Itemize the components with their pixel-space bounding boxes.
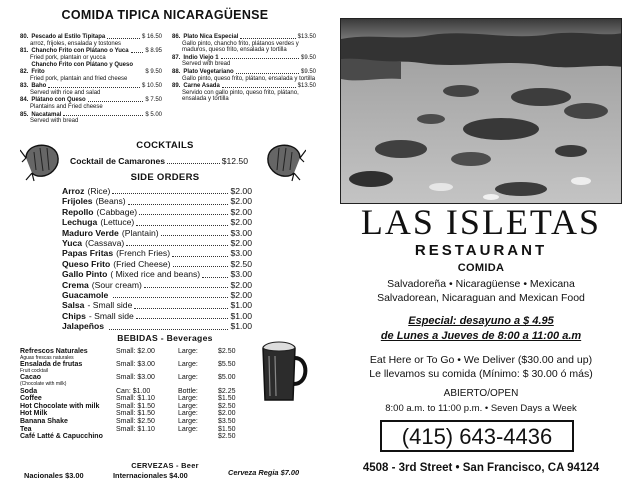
- cocktail-name: Cocktail de Camarones: [70, 156, 166, 166]
- beverage-large-price: $2.00: [218, 410, 236, 418]
- phone-number: (415) 643-4436: [380, 420, 574, 452]
- menu-item-description: Fried pork, plantain and fried cheese: [30, 75, 128, 82]
- beverage-small-price: Small: $3.00: [116, 374, 155, 382]
- special-line-1: Especial: desayuno a $ 4.95: [408, 315, 554, 327]
- menu-item-line: [172, 69, 316, 76]
- menu-item-description: Fried pork, plantain or yucca: [30, 54, 106, 61]
- menu-item: [172, 69, 316, 82]
- beverage-name: Café Latté & Capucchino: [20, 433, 103, 441]
- side-order-note: - Small side: [87, 300, 133, 311]
- beverage-name: Refrescos Naturales: [20, 348, 88, 355]
- menu-item-line: [172, 83, 316, 90]
- side-order-note: ( Mixed rice and beans): [110, 269, 201, 280]
- shrimp-right-icon: [262, 140, 306, 182]
- side-order-row: [62, 280, 252, 290]
- menu-item-line: [20, 48, 162, 55]
- side-order-note: (Plantain): [121, 227, 159, 238]
- beverage-row: [20, 418, 254, 426]
- dot-leader: [107, 38, 140, 39]
- beverage-line: [20, 410, 254, 418]
- beverage-large-price: $5.50: [218, 361, 236, 369]
- menu-item-number: 85.: [20, 111, 29, 118]
- cocktail-price: $12.50: [221, 156, 248, 166]
- dot-leader: [221, 58, 299, 59]
- side-order-row: [62, 269, 252, 279]
- side-order-note: (Beans): [95, 196, 126, 207]
- menu-item: [172, 34, 316, 54]
- side-order-price: $3.00: [230, 269, 252, 280]
- side-order-row: [62, 321, 252, 331]
- menu-item: [172, 83, 316, 103]
- menu-item-line: [20, 62, 162, 75]
- open-heading: ABIERTO/OPEN: [443, 388, 519, 399]
- menu-item-name: Pescado al Estilo Tipitapa: [31, 34, 106, 40]
- side-order-price: $2.00: [230, 217, 252, 228]
- beverage-row: [20, 361, 254, 374]
- side-order-name: Yuca: [62, 238, 83, 249]
- beverage-row: [20, 395, 254, 403]
- dot-leader: [172, 256, 228, 257]
- side-order-name: Queso Frito: [62, 258, 111, 269]
- menu-item-name: Indio Viejo 1: [183, 54, 219, 61]
- menu-item-description: arroz, frijoles, ensalada y tostones: [30, 40, 122, 47]
- menu-item: [20, 97, 162, 110]
- menu-item-name: Chancho Frito con Plátano y Queso Frito: [31, 62, 134, 75]
- side-order-price: $2.00: [230, 206, 252, 217]
- menu-item-price: $ 10.50: [141, 83, 162, 90]
- side-order-price: $1.00: [230, 300, 252, 311]
- menu-item-price: $13.50: [297, 34, 316, 40]
- side-order-name: Repollo: [62, 206, 94, 217]
- cuisines-spanish: Salvadoreña • Nicaragüense • Mexicana: [387, 278, 575, 290]
- beverage-name: Banana Shake: [20, 417, 68, 425]
- side-order-price: $2.00: [230, 186, 252, 196]
- beverage-large-label: Bottle:: [178, 387, 198, 395]
- menu-item-price: $ 8.95: [145, 48, 162, 55]
- side-order-note: (Lettuce): [100, 217, 135, 228]
- dot-leader: [202, 277, 228, 278]
- side-order-price: $3.00: [230, 227, 252, 238]
- beverage-line: [20, 426, 254, 434]
- cuisines-english: Salvadorean, Nicaraguan and Mexican Food: [377, 292, 585, 304]
- beer-heading: CERVEZAS - Beer: [131, 461, 199, 470]
- side-order-name: Crema: [62, 279, 89, 290]
- beverage-line: [20, 361, 254, 369]
- menu-item-line: [172, 55, 316, 62]
- beverage-subtitle: (Chocolate with milk): [20, 380, 67, 387]
- dot-leader: [173, 266, 229, 267]
- beverage-small-price: Small: $2.50: [116, 417, 155, 425]
- beverage-line: [20, 395, 254, 403]
- beverage-line: [20, 418, 254, 426]
- side-order-row: [62, 290, 252, 300]
- side-order-price: $3.00: [230, 248, 252, 259]
- beverages-list: [20, 348, 254, 441]
- beer-mug-icon: [255, 338, 311, 406]
- menu-item-number: 81.: [20, 48, 29, 55]
- beverage-large-label: Large:: [178, 402, 198, 410]
- side-order-row: [62, 217, 252, 227]
- dot-leader: [240, 38, 295, 39]
- menu-item: [20, 112, 162, 125]
- menu-item-line: [20, 112, 162, 119]
- side-order-row: [62, 259, 252, 269]
- side-order-name: Gallo Pinto: [62, 269, 108, 280]
- beverage-large-label: Large:: [178, 395, 198, 403]
- menu-item-description: Served with bread: [182, 61, 231, 68]
- delivery-line-english: Eat Here or To Go • We Deliver ($30.00 and up): [369, 354, 593, 366]
- beverage-row: [20, 388, 254, 396]
- side-order-name: Papas Fritas: [62, 248, 114, 259]
- beverage-name: Ensalada de frutas: [20, 361, 83, 369]
- beer-regia: Cerveza Regia $7.00: [228, 468, 300, 477]
- beverage-name: Coffee: [20, 395, 42, 403]
- menu-item-line: [20, 34, 162, 41]
- cocktails-heading: COCKTAILS: [136, 140, 194, 151]
- menu-item-price: $ 7.50: [145, 97, 162, 104]
- beverage-row: [20, 433, 254, 441]
- side-order-row: [62, 196, 252, 206]
- side-order-row: [62, 228, 252, 238]
- beverage-subtitle: Fruit cocktail: [20, 367, 49, 374]
- beverage-large-price: $2.50: [218, 433, 236, 441]
- beverage-small-price: Can: $1.00: [116, 387, 151, 395]
- dot-leader: [126, 245, 228, 246]
- beverage-small-price: Small: $2.00: [116, 348, 155, 355]
- beverage-large-price: $2.50: [218, 402, 236, 410]
- menu-item-description: Served with bread: [30, 118, 79, 125]
- beverage-row: [20, 426, 254, 434]
- menu-item-line: [172, 34, 316, 41]
- menu-item-number: 89.: [172, 83, 181, 90]
- dot-leader: [134, 308, 228, 309]
- menu-item-name: Plato Nica Especial: [183, 34, 239, 40]
- side-order-price: $2.00: [230, 290, 252, 301]
- side-order-note: (Fried Cheese): [113, 258, 171, 269]
- beverage-small-price: Small: $1.10: [116, 425, 155, 433]
- beverage-name: Hot Chocolate with milk: [20, 402, 100, 410]
- menu-item-name: Plato Vegetariano: [183, 68, 234, 75]
- side-orders-list: [62, 186, 252, 332]
- menu-item-price: $13.50: [297, 83, 316, 90]
- beverages-heading: BEBIDAS - Beverages: [117, 333, 213, 343]
- address: 4508 - 3rd Street • San Francisco, CA 94124: [362, 462, 600, 474]
- side-order-name: Guacamole: [62, 290, 109, 301]
- menu-item: [172, 55, 316, 68]
- menu-item-number: 88.: [172, 68, 181, 75]
- beverage-large-price: $2.25: [218, 387, 236, 395]
- side-order-price: $2.00: [230, 238, 252, 249]
- lake-islands-image: [341, 19, 622, 204]
- special-line-2: de Lunes a Jueves de 8:00 a 11:00 a.m: [380, 330, 582, 342]
- side-order-name: Lechuga: [62, 217, 98, 228]
- menu-item-price: $ 5.00: [145, 111, 162, 118]
- beverage-row: [20, 374, 254, 387]
- dot-leader: [109, 329, 228, 330]
- beverage-large-label: Large:: [178, 410, 198, 418]
- beverage-large-price: $3.50: [218, 417, 236, 425]
- menu-item-description: Servido con gallo pinto, queso frito, plátano, ensalada y tortilla: [182, 89, 299, 103]
- menu-item-description: Plantains and Fried cheese: [30, 103, 103, 110]
- menu-item-name: Carne Asada: [183, 83, 220, 90]
- dot-leader: [112, 193, 228, 194]
- side-order-note: (French Fries): [116, 248, 171, 259]
- dot-leader: [131, 52, 144, 53]
- shrimp-left-icon: [20, 140, 64, 182]
- side-order-name: Jalapeños: [62, 321, 105, 332]
- side-order-row: [62, 186, 252, 196]
- page-title: COMIDA TIPICA NICARAGÜENSE: [61, 8, 269, 22]
- side-order-name: Chips: [62, 310, 86, 321]
- beverage-row: [20, 348, 254, 361]
- islands-photo: [340, 18, 622, 204]
- restaurant-subtitle: RESTAURANT: [414, 242, 548, 259]
- beverage-large-label: Large:: [178, 361, 198, 369]
- side-orders-heading: SIDE ORDERS: [130, 172, 200, 183]
- menu-item: [20, 62, 162, 82]
- side-order-row: [62, 248, 252, 258]
- dot-leader: [222, 87, 296, 88]
- menu-item-number: 80.: [20, 34, 29, 40]
- side-order-row: [62, 300, 252, 310]
- menu-item-price: $9.50: [300, 68, 316, 75]
- dot-leader: [128, 204, 229, 205]
- side-order-price: $1.00: [230, 310, 252, 321]
- side-order-row: [62, 311, 252, 321]
- side-order-note: (Rice): [87, 186, 111, 196]
- beverage-small-price: Small: $1.10: [116, 395, 155, 403]
- beverage-row: [20, 403, 254, 411]
- dot-leader: [161, 235, 229, 236]
- menu-item-description: Served with rice and salad: [30, 89, 101, 96]
- menu-item-description: Gallo pinto, queso frito, plátano, ensalada y tortilla: [182, 75, 316, 82]
- beer-internacionales: Internacionales $4.00: [113, 471, 188, 480]
- beverage-large-label: Large:: [178, 425, 198, 433]
- beverage-large-label: Large:: [178, 417, 198, 425]
- beverage-line: [20, 403, 254, 411]
- side-order-name: Salsa: [62, 300, 85, 311]
- typical-menu-right: [172, 34, 316, 104]
- menu-item-line: [20, 97, 162, 104]
- dot-leader: [136, 318, 229, 319]
- beverage-name: Tea: [20, 425, 32, 433]
- menu-item-number: 83.: [20, 83, 29, 90]
- menu-item-line: [20, 83, 162, 90]
- comida-heading: COMIDA: [457, 262, 505, 274]
- menu-item-name: Plátano con Queso: [31, 97, 86, 104]
- beverage-name: Cacao: [20, 374, 42, 382]
- beverage-line: [20, 388, 254, 396]
- delivery-line-spanish: Le llevamos su comida (Mínimo: $ 30.00 ó más): [369, 368, 593, 380]
- menu-item: [20, 34, 162, 47]
- menu-item: [20, 83, 162, 96]
- menu-item-price: $9.50: [300, 54, 316, 61]
- side-order-note: - Small side: [88, 310, 134, 321]
- restaurant-name: LAS ISLETAS: [360, 202, 602, 242]
- beverage-large-price: $2.50: [218, 348, 236, 355]
- beverage-large-label: Large:: [178, 374, 198, 382]
- side-order-price: $1.00: [230, 321, 252, 332]
- beverage-large-label: Large:: [178, 348, 198, 355]
- menu-item-number: 84.: [20, 97, 29, 104]
- side-order-note: (Sour cream): [91, 279, 142, 290]
- beverage-small-price: Small: $3.00: [116, 361, 155, 369]
- menu-item: [20, 48, 162, 61]
- side-order-price: $2.00: [230, 196, 252, 207]
- side-order-name: Maduro Verde: [62, 227, 119, 238]
- dot-leader: [236, 73, 299, 74]
- menu-item-name: Baho: [31, 83, 47, 90]
- side-order-row: [62, 238, 252, 248]
- dot-leader: [136, 225, 228, 226]
- side-order-price: $2.50: [230, 258, 252, 269]
- side-order-note: (Cassava): [85, 238, 125, 249]
- dot-leader: [88, 101, 144, 102]
- side-order-note: (Cabbage): [96, 206, 138, 217]
- beverage-small-price: Small: $1.50: [116, 402, 155, 410]
- side-order-price: $2.00: [230, 279, 252, 290]
- side-order-name: Arroz: [62, 186, 85, 196]
- menu-item-number: 86.: [172, 34, 181, 40]
- beverage-row: [20, 410, 254, 418]
- beverage-line: [20, 433, 254, 441]
- menu-item-number: 87.: [172, 54, 181, 61]
- menu-item-price: $ 9.50: [145, 68, 162, 75]
- beverage-subtitle: Aguas frescas naturales: [20, 354, 74, 361]
- dot-leader: [63, 115, 143, 116]
- typical-menu-left: [20, 34, 162, 126]
- beverage-large-price: $1.50: [218, 425, 236, 433]
- dot-leader: [139, 214, 228, 215]
- menu-item-name: Chancho Frito con Plátano o Yuca: [31, 48, 129, 55]
- dot-leader: [113, 297, 228, 298]
- menu-item-name: Nacatamal: [31, 111, 62, 118]
- beverage-small-price: Small: $1.50: [116, 410, 155, 418]
- side-order-row: [62, 207, 252, 217]
- menu-item-number: 82.: [20, 68, 29, 75]
- dot-leader: [144, 287, 229, 288]
- opening-hours: 8:00 a.m. to 11:00 p.m. • Seven Days a Week: [385, 403, 577, 414]
- beverage-name: Hot Milk: [20, 410, 48, 418]
- cocktail-item: [70, 156, 248, 166]
- dot-leader: [48, 87, 140, 88]
- beverage-large-price: $1.50: [218, 395, 236, 403]
- side-order-name: Frijoles: [62, 196, 93, 207]
- beer-nacionales: Nacionales $3.00: [24, 471, 84, 480]
- menu-item-price: $ 16.50: [141, 34, 162, 40]
- beverage-large-price: $5.00: [218, 374, 236, 382]
- menu-item-description: Gallo pinto, chancho frito, plátanos verdes y maduros, queso frito, ensalada y tortilla: [182, 40, 299, 54]
- beverage-name: Soda: [20, 387, 38, 395]
